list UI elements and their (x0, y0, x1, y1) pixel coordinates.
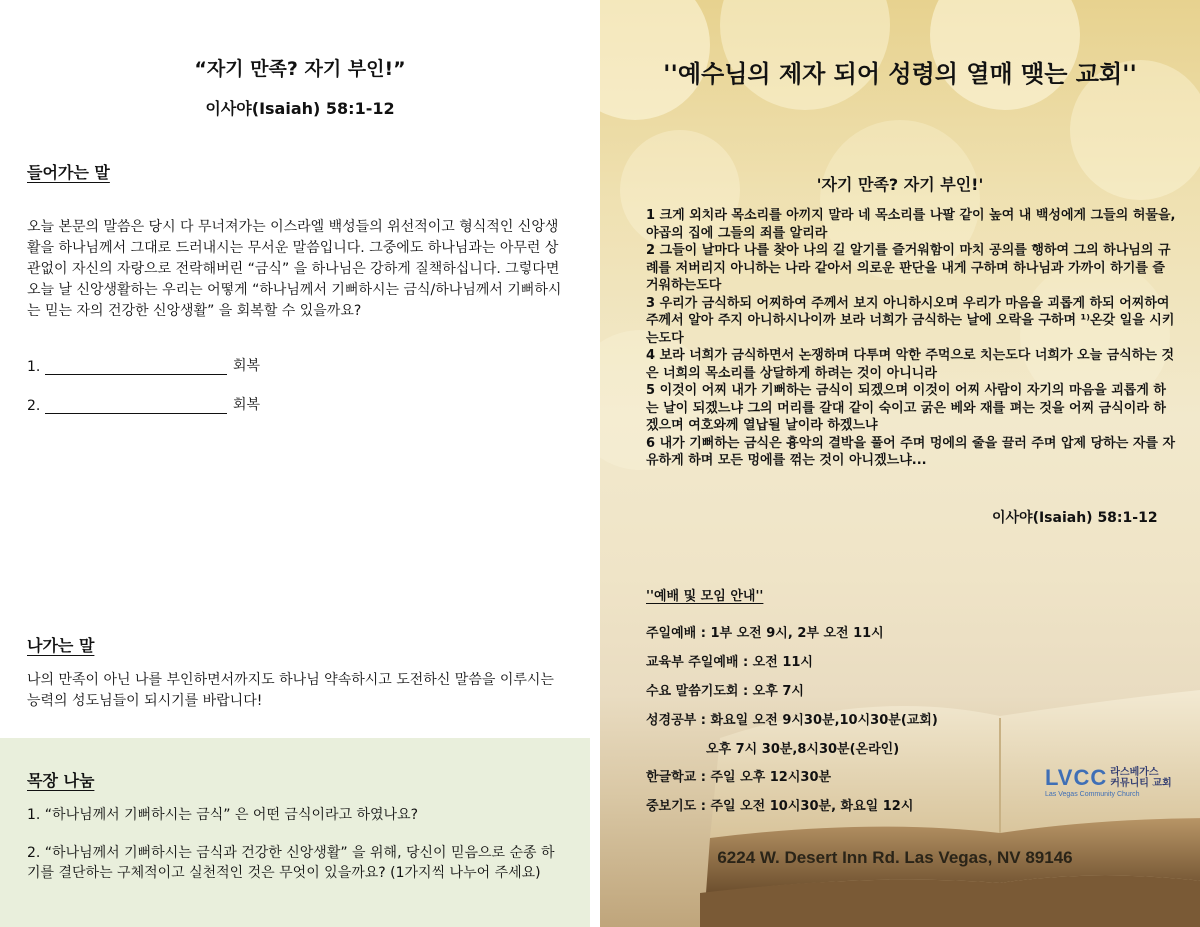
church-logo (1045, 765, 1172, 798)
fill-in-blank-1[interactable] (27, 355, 260, 375)
sermon-title: “자기 만족? 자기 부인!” (194, 58, 406, 80)
verse: 2 그들이 날마다 나를 찾아 나의 길 알기를 즐거워함이 마치 공의를 행하여 그의 하나님의 규례를 저버리지 아니하는 나라 같아서 의로운 판단을 내게 구하며 하나님과 가까이 하기를 즐거워하는도다 (646, 243, 1171, 293)
blank-line[interactable] (45, 397, 227, 414)
intro-heading: 들어가는 말 (27, 163, 110, 182)
logo-mark: LVCC (1045, 765, 1108, 790)
verse: 6 내가 기뻐하는 금식은 흉악의 결박을 풀어 주며 멍에의 줄을 끌러 주며 압제 당하는 자를 자유하게 하며 모든 멍에를 꺾는 것이 아니겠느냐... (646, 435, 1176, 468)
sharing-question-2: 2. “하나님께서 기뻐하시는 금식과 건강한 신앙생활” 을 위해, 당신이 믿음으로 순종 하기를 결단하는 구체적이고 실천적인 것은 무엇이 있을까요? (1가지씩 나누어 주세요) (27, 845, 555, 881)
schedule-item: 오후 7시 30분,8시30분(온라인) (706, 742, 900, 757)
logo-korean-line2: 커뮤니티 교회 (1110, 778, 1172, 789)
sermon-subtitle: '자기 만족? 자기 부인!' (816, 175, 984, 194)
schedule-item: 성경공부 : 화요일 오전 9시30분,10시30분(교회) (646, 713, 938, 728)
blank-number: 2. (27, 398, 41, 414)
schedule-item: 수요 말씀기도회 : 오후 7시 (646, 684, 804, 699)
schedule-item: 한글학교 : 주일 오후 12시30분 (646, 770, 832, 785)
verse: 3 우리가 금식하되 어찌하여 주께서 보지 아니하시오며 우리가 마음을 괴롭게 하되 어찌하여 주께서 알아 주지 아니하시나이까 보라 너희가 금식하는 날에 오락을 구하며 ¹⁾온갖 일을 시키는도다 (646, 295, 1175, 346)
schedule-item: 교육부 주일예배 : 오전 11시 (646, 655, 813, 670)
verse: 5 이것이 어찌 내가 기뻐하는 금식이 되겠으며 이것이 어찌 사람이 자기의 마음을 괴롭게 하는 날이 되겠느냐 그의 머리를 갈대 같이 숙이고 굵은 베와 재를 펴는 것을 어찌 금식이라 하겠으며 여호와께 열납될 날이라 하겠느냐 (646, 383, 1166, 433)
logo-english: Las Vegas Community Church (1045, 791, 1140, 798)
blank-line[interactable] (45, 358, 227, 375)
sharing-heading: 목장 나눔 (27, 771, 95, 790)
intro-body: 오늘 본문의 말씀은 당시 다 무너져가는 이스라엘 백성들의 위선적이고 형식적인 신앙생활을 하나님께서 그대로 드러내시는 무서운 말씀입니다. 그중에도 하나님과는 아무런 상관없이 자신의 자랑으로 전락해버린 “금식” 을 하나님은 강하게 질책하십니다. 그렇다면 오늘 날 신앙생활하는 우리는 어떻게 “하나님께서 기뻐하시는 금식/하나님께서 기뻐하시는 믿는 자의 건강한 신앙생활” 을 회복할 수 있을까요? (27, 219, 562, 319)
logo-korean (1110, 767, 1171, 789)
scripture-reference: 이사야(Isaiah) 58:1-12 (205, 99, 395, 118)
blank-suffix: 회복 (233, 397, 261, 413)
schedule-item: 주일예배 : 1부 오전 9시, 2부 오전 11시 (646, 626, 884, 641)
schedule-heading: ''예배 및 모임 안내'' (646, 589, 764, 604)
outro-body: 나의 만족이 아닌 나를 부인하면서까지도 하나님 약속하시고 도전하신 말씀을 이루시는 능력의 성도님들이 되시기를 바랍니다! (27, 672, 554, 709)
blank-suffix: 회복 (233, 358, 261, 374)
blank-number: 1. (27, 359, 41, 375)
scripture-reference: 이사야(Isaiah) 58:1-12 (992, 510, 1158, 526)
scripture-passage (646, 207, 1176, 470)
verse: 1 크게 외치라 목소리를 아끼지 말라 네 목소리를 나팔 같이 높여 내 백성에게 그들의 허물을, 야곱의 집에 그들의 죄를 알리라 (646, 208, 1176, 241)
right-page (600, 0, 1200, 927)
schedule-item: 중보기도 : 주일 오전 10시30분, 화요일 12시 (646, 799, 914, 814)
sharing-question-1: 1. “하나님께서 기뻐하시는 금식” 은 어떤 금식이라고 하였나요? (27, 807, 419, 823)
verse: 4 보라 너희가 금식하면서 논쟁하며 다투며 악한 주먹으로 치는도다 너희가 오늘 금식하는 것은 너희의 목소리를 상달하게 하려는 것이 아니니라 (646, 348, 1175, 381)
church-address: 6224 W. Desert Inn Rd. Las Vegas, NV 89146 (717, 848, 1073, 867)
outro-heading: 나가는 말 (27, 636, 95, 655)
church-slogan: ''예수님의 제자 되어 성령의 열매 맺는 교회'' (663, 60, 1137, 88)
sharing-section (0, 738, 590, 927)
logo-korean-line1: 라스베가스 (1110, 767, 1159, 778)
fill-in-blank-2[interactable] (27, 394, 260, 414)
